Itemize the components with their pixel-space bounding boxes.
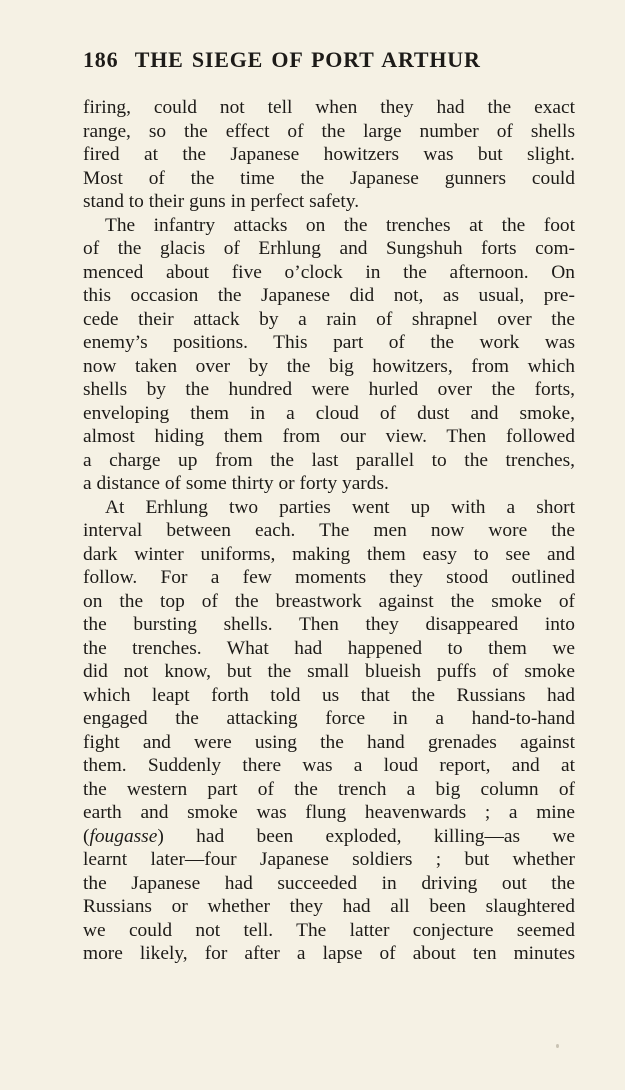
text-line: enveloping them in a cloud of dust and smoke, (83, 402, 575, 424)
text-line: the trenches. What had happened to them we (83, 637, 575, 659)
text-line: a distance of some thirty or forty yards. (83, 473, 389, 494)
text-line: a charge up from the last parallel to the trenches, (83, 449, 575, 471)
line-rest: ) had been exploded, killing—as we (157, 825, 575, 847)
text-line: earth and smoke was flung heavenwards ; a mine (83, 802, 575, 823)
text-line: we could not tell. The latter conjecture seemed (83, 919, 575, 941)
text-line: did not know, but the small blueish puffs of smoke (83, 661, 575, 682)
italic-term: fougasse (89, 825, 158, 847)
running-title: THE SIEGE OF PORT ARTHUR (134, 47, 481, 72)
text-line: firing, could not tell when they had the exact (83, 97, 575, 118)
text-line: menced about five o’clock in the afternoon. On (83, 261, 575, 283)
text-line: At Erhlung two parties went up with a short (105, 496, 575, 518)
body-text (83, 96, 575, 966)
text-line: now taken over by the big howitzers, from which (83, 355, 575, 377)
text-line: Russians or whether they had all been slaughtered (83, 896, 575, 917)
text-line-italic (83, 825, 575, 849)
text-line: fight and were using the hand grenades against (83, 731, 575, 753)
text-line: them. Suddenly there was a loud report, and at (83, 755, 575, 776)
paper-speck (556, 1044, 559, 1048)
text-line: on the top of the breastwork against the smoke of (83, 590, 575, 612)
text-line: which leapt forth told us that the Russians had (83, 684, 575, 706)
text-line: Most of the time the Japanese gunners could (83, 167, 575, 189)
text-line: dark winter uniforms, making them easy to see and (83, 543, 575, 565)
text-line: fired at the Japanese howitzers was but slight. (83, 144, 575, 165)
running-head (83, 44, 569, 76)
text-line: almost hiding them from our view. Then followed (83, 426, 575, 447)
text-line: the western part of the trench a big column of (83, 778, 575, 800)
text-line: stand to their guns in perfect safety. (83, 191, 360, 212)
text-line: shells by the hundred were hurled over the forts, (83, 379, 575, 400)
text-line: learnt later—four Japanese soldiers ; but whether (83, 849, 575, 870)
text-line: more likely, for after a lapse of about ten minutes (83, 943, 575, 964)
text-line: The infantry attacks on the trenches at the foot (105, 214, 575, 236)
text-line: enemy’s positions. This part of the work was (83, 332, 575, 353)
text-line: follow. For a few moments they stood outlined (83, 567, 575, 588)
text-line: interval between each. The men now wore the (83, 520, 575, 541)
text-line: cede their attack by a rain of shrapnel over the (83, 308, 575, 330)
paren-open: ( (83, 825, 90, 847)
text-line: of the glacis of Erhlung and Sungshuh forts com- (83, 238, 575, 259)
text-line: engaged the attacking force in a hand-to-hand (83, 708, 575, 729)
page-number: 186 (83, 47, 119, 72)
text-line: the bursting shells. Then they disappeared into (83, 614, 575, 635)
text-line: the Japanese had succeeded in driving out the (83, 872, 575, 894)
text-line: range, so the effect of the large number of shells (83, 120, 575, 142)
text-line: this occasion the Japanese did not, as usual, pre- (83, 285, 575, 306)
